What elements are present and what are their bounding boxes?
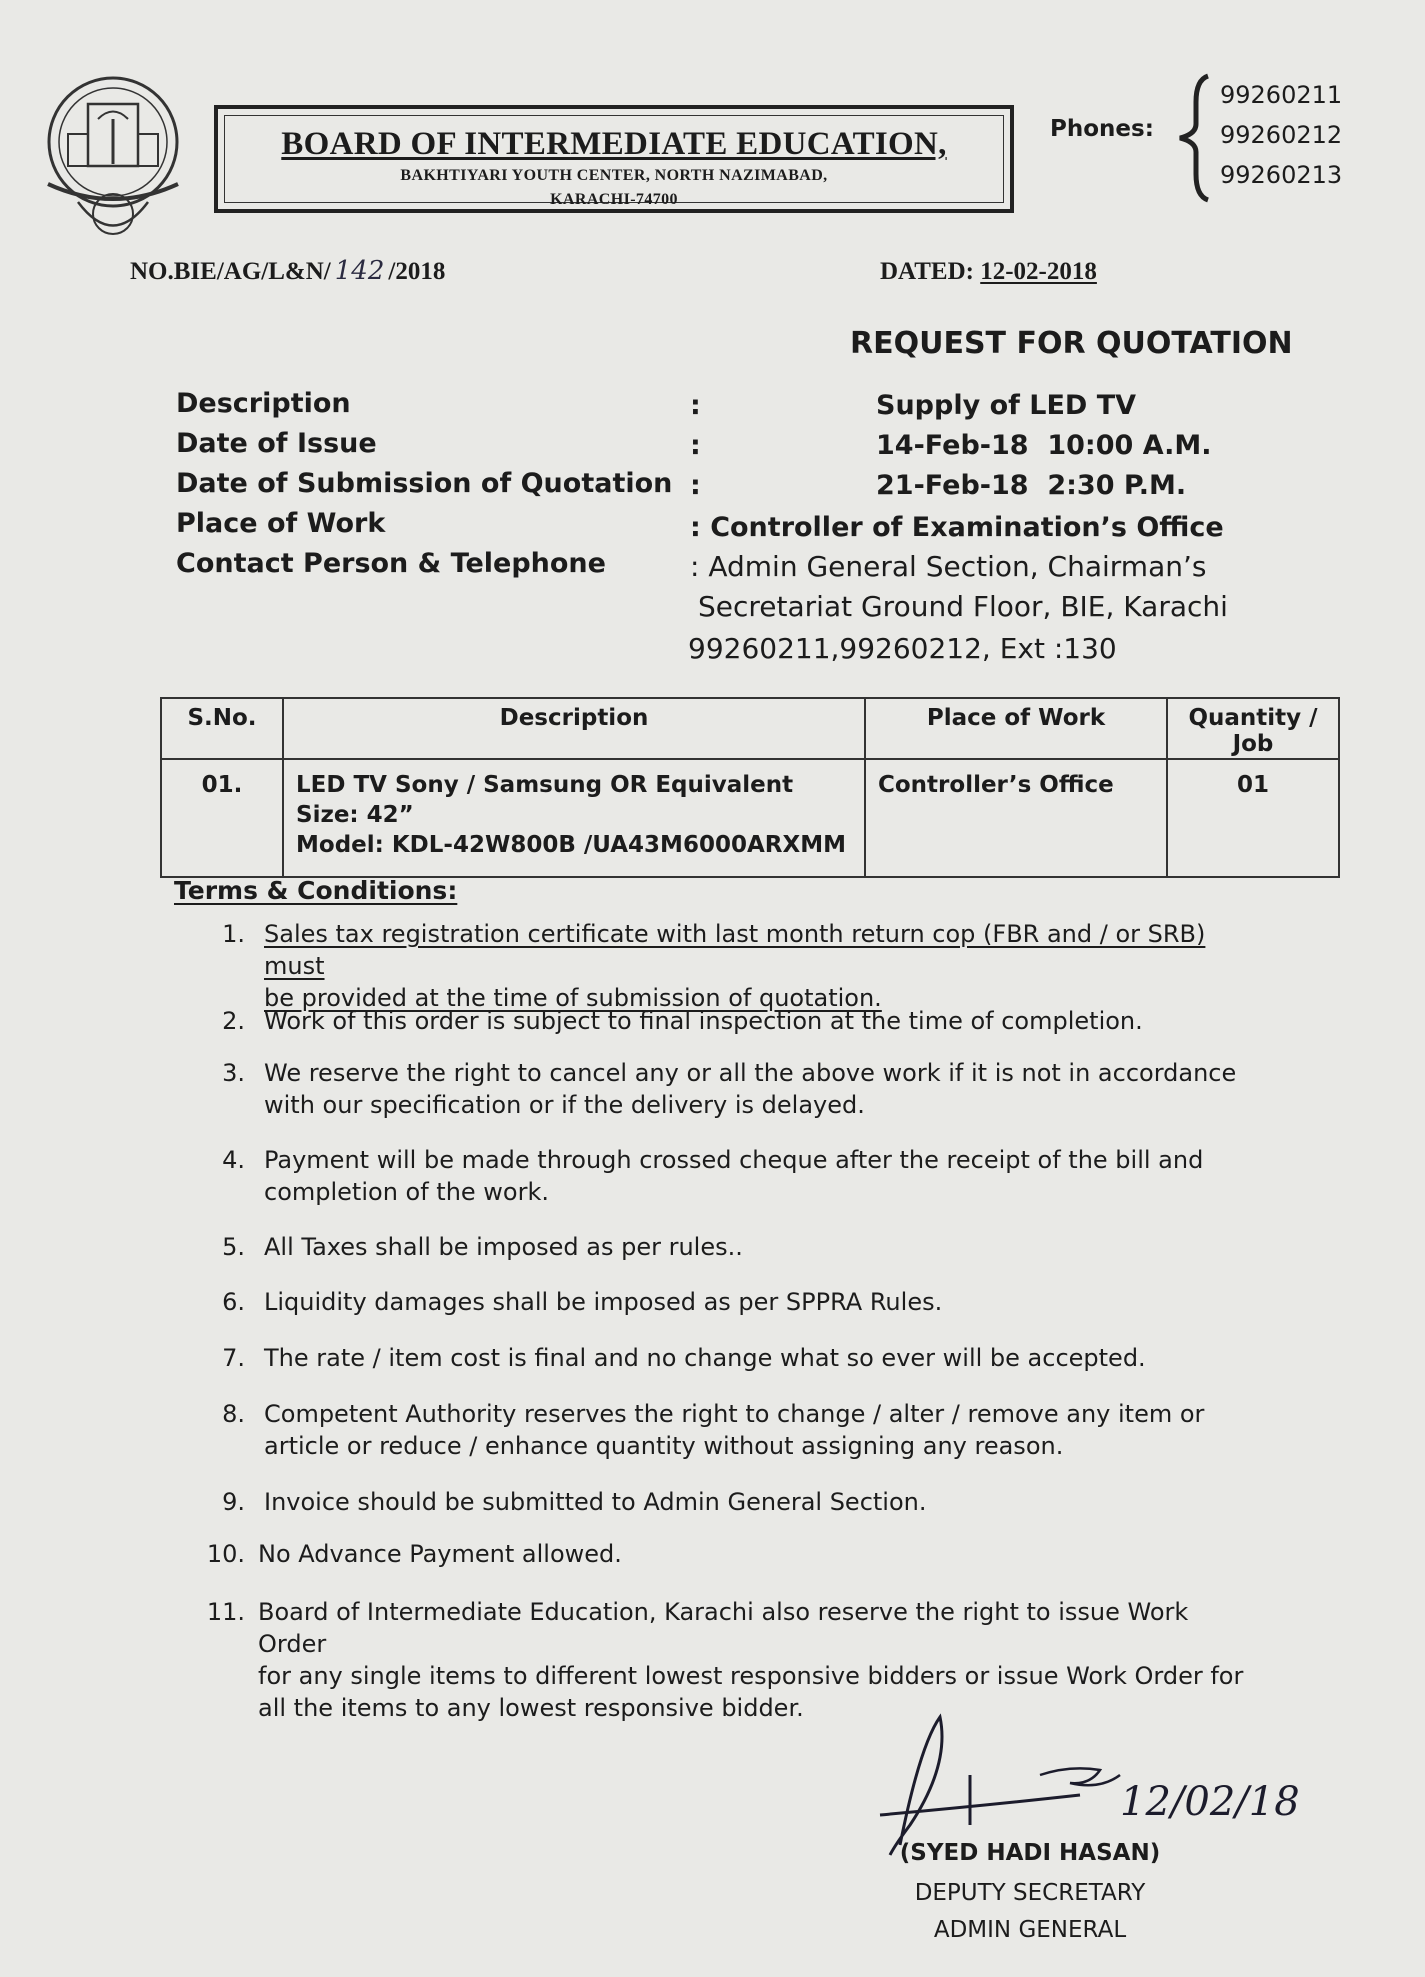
term-line: completion of the work. (264, 1178, 550, 1206)
desc-line: LED TV Sony / Samsung OR Equivalent (296, 772, 794, 798)
dated-value: 12-02-2018 (980, 258, 1097, 285)
colon: : (690, 470, 701, 501)
term-number: 1. (222, 920, 245, 948)
place-value: : Controller of Examination’s Office (690, 512, 1224, 543)
document-heading: REQUEST FOR QUOTATION (850, 326, 1293, 361)
colon: : (690, 390, 701, 421)
term-line: Competent Authority reserves the right to change / alter / remove any item or (264, 1400, 1205, 1428)
term-number: 10. (206, 1540, 245, 1568)
submission-value: 21-Feb-18 2:30 P.M. (876, 470, 1187, 501)
place-label: Place of Work (176, 508, 386, 539)
handwritten-ref-number: 142 (334, 256, 385, 286)
cell-sno: 01. (161, 759, 283, 877)
desc-line: Model: KDL-42W800B /UA43M6000ARXMM (296, 832, 846, 858)
issue-value: 14-Feb-18 10:00 A.M. (876, 430, 1212, 461)
term-text (264, 1486, 1264, 1518)
term-number: 5. (222, 1233, 245, 1261)
term-number: 2. (222, 1007, 245, 1035)
phone-number: 99260211 (1220, 81, 1343, 109)
term-number: 7. (222, 1344, 245, 1372)
term-text (264, 1057, 1264, 1121)
term-number: 11. (206, 1598, 245, 1626)
term-number: 3. (222, 1059, 245, 1087)
signatory-department: ADMIN GENERAL (933, 1917, 1127, 1943)
submission-label: Date of Submission of Quotation (176, 468, 673, 499)
term-line: All Taxes shall be imposed as per rules.. (264, 1233, 743, 1261)
handwritten-signature (840, 1705, 1300, 1855)
reference-suffix: /2018 (388, 258, 446, 285)
column-header: Quantity / Job (1167, 698, 1339, 759)
term-text (264, 1286, 1264, 1318)
term-line: with our specification or if the delivery is delayed. (264, 1091, 865, 1119)
term-number: 9. (222, 1488, 245, 1516)
phones-label: Phones: (1050, 116, 1154, 142)
term-line: The rate / item cost is final and no change what so ever will be accepted. (264, 1344, 1146, 1372)
term-line: article or reduce / enhance quantity without assigning any reason. (264, 1432, 1064, 1460)
term-line: be provided at the time of submission of quotation. (264, 984, 882, 1012)
term-line: We reserve the right to cancel any or all the above work if it is not in accordance (264, 1059, 1237, 1087)
items-table (160, 697, 1340, 878)
term-line: all the items to any lowest responsive bidder. (258, 1694, 804, 1722)
letterhead-title-box (214, 105, 1014, 213)
term-line: Sales tax registration certificate with last month return cop (FBR and / or SRB) must (264, 920, 1206, 980)
table-row (161, 759, 1339, 877)
table-header-row (161, 698, 1339, 759)
board-name: BOARD OF INTERMEDIATE EDUCATION, (281, 126, 947, 162)
board-seal-logo (38, 74, 188, 244)
address-line-2: KARACHI-74700 (550, 191, 678, 208)
dated-label: DATED: (880, 258, 974, 285)
cell-description (283, 759, 865, 877)
term-text (258, 1538, 1258, 1570)
address-line-1: BAKHTIYARI YOUTH CENTER, NORTH NAZIMABAD, (400, 167, 828, 184)
signature-date: 12/02/18 (1120, 1779, 1300, 1825)
column-header: Description (283, 698, 865, 759)
term-line: No Advance Payment allowed. (258, 1540, 622, 1568)
term-line: for any single items to different lowest responsive bidders or issue Work Order for (258, 1662, 1244, 1690)
term-line: Invoice should be submitted to Admin General Section. (264, 1488, 927, 1516)
phone-number: 99260213 (1220, 161, 1343, 189)
term-text (264, 1005, 1264, 1037)
signatory-title: DEPUTY SECRETARY (914, 1880, 1146, 1906)
column-header: S.No. (161, 698, 283, 759)
term-line: Payment will be made through crossed cheque after the receipt of the bill and (264, 1146, 1204, 1174)
term-number: 6. (222, 1288, 245, 1316)
reference-number (130, 256, 445, 286)
term-text (264, 1144, 1264, 1208)
term-number: 8. (222, 1400, 245, 1428)
brace-icon (1168, 72, 1216, 202)
phone-numbers (1220, 75, 1342, 195)
cell-place: Controller’s Office (865, 759, 1167, 877)
description-value: Supply of LED TV (876, 390, 1137, 421)
term-text (264, 1398, 1264, 1462)
contact-line-3: 99260211,99260212, Ext :130 (688, 632, 1117, 665)
term-line: Work of this order is subject to final inspection at the time of completion. (264, 1007, 1143, 1035)
term-text (264, 1231, 1264, 1263)
colon: : (690, 430, 701, 461)
contact-label: Contact Person & Telephone (176, 548, 606, 579)
term-line: Board of Intermediate Education, Karachi also reserve the right to issue Work Order (258, 1598, 1189, 1658)
reference-prefix: NO.BIE/AG/L&N/ (130, 258, 331, 285)
signatory-name: (SYED HADI HASAN) (899, 1840, 1161, 1866)
contact-line-2: Secretariat Ground Floor, BIE, Karachi (698, 590, 1228, 623)
term-number: 4. (222, 1146, 245, 1174)
cell-quantity: 01 (1167, 759, 1339, 877)
issue-label: Date of Issue (176, 428, 377, 459)
term-line: Liquidity damages shall be imposed as per SPPRA Rules. (264, 1288, 943, 1316)
term-text (264, 918, 1264, 1014)
dated (880, 258, 1097, 286)
phone-number: 99260212 (1220, 121, 1343, 149)
term-text (264, 1342, 1264, 1374)
terms-heading: Terms & Conditions: (174, 876, 458, 905)
column-header: Place of Work (865, 698, 1167, 759)
desc-line: Size: 42” (296, 802, 414, 828)
description-label: Description (176, 388, 351, 419)
contact-line-1: : Admin General Section, Chairman’s (690, 550, 1207, 583)
